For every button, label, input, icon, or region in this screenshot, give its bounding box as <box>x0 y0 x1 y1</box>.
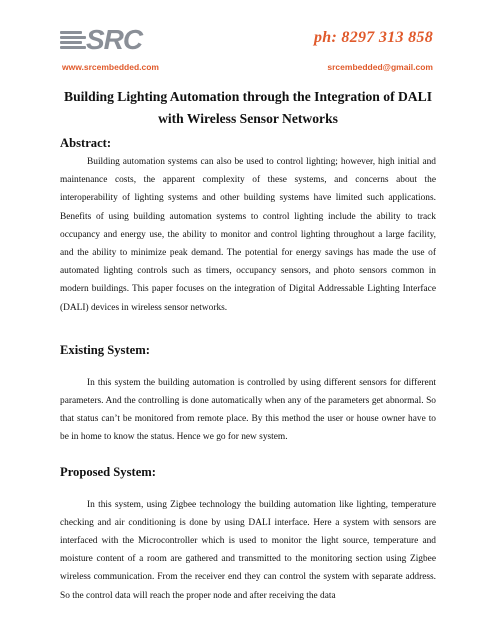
proposed-system-heading: Proposed System: <box>60 464 156 479</box>
existing-system-heading: Existing System: <box>60 342 150 357</box>
logo-stripes <box>60 31 86 51</box>
title-line-2: with Wireless Sensor Networks <box>158 111 338 126</box>
abstract-paragraph: Building automation systems can also be used to control lighting; however, high initial and maintenance costs, the apparent complexity of these systems, and concerns about the interoperability of lighting systems and other building systems have limited such applications. Benefits of using building automation systems to control lighting include the ability to track occupancy and energy use, the ability to monitor and control lighting throughout a large facility, and the ability to minimize peak demand. The potential for energy savings has made the use of automated lighting controls such as timers, occupancy sensors, and photo sensors common in modern buildings. This paper focuses on the integration of Digital Addressable Lighting Interface (DALI) devices in wireless sensor networks. <box>60 157 436 313</box>
document-body <box>60 86 436 605</box>
logo-text: SRC <box>86 24 143 55</box>
proposed-system-paragraph: In this system, using Zigbee technology the building automation like lighting, temperature checking and air conditioning is done by using DALI interface. Here a system with sensors are interfaced with the Microcontroller which is used to monitor the light source, temperature and moisture content of a room are gathered and transmitted to the monitoring section using Zigbee wireless communication. From the receiver end they can control the system with separate address. So the control data will reach the proper node and after receiving the data <box>60 499 436 601</box>
email-link[interactable]: srcembedded@gmail.com <box>327 62 433 72</box>
abstract-heading: Abstract: <box>60 136 112 150</box>
phone-number: ph: 8297 313 858 <box>313 29 433 46</box>
title-line-1: Building Lighting Automation through the Integration of DALI <box>64 89 432 104</box>
website-link[interactable]: www.srcembedded.com <box>62 62 159 72</box>
existing-system-paragraph: In this system the building automation is controlled by using different sensors for different parameters. And the controlling is done automatically when any of the parameters get abnormal. So that status can’t be monitored from remote place. By this method the user or house owner have to be in home to know the status. Hence we go for new system. <box>60 377 436 443</box>
document-title <box>60 86 436 130</box>
src-logo <box>60 24 143 56</box>
page-header <box>0 0 495 80</box>
